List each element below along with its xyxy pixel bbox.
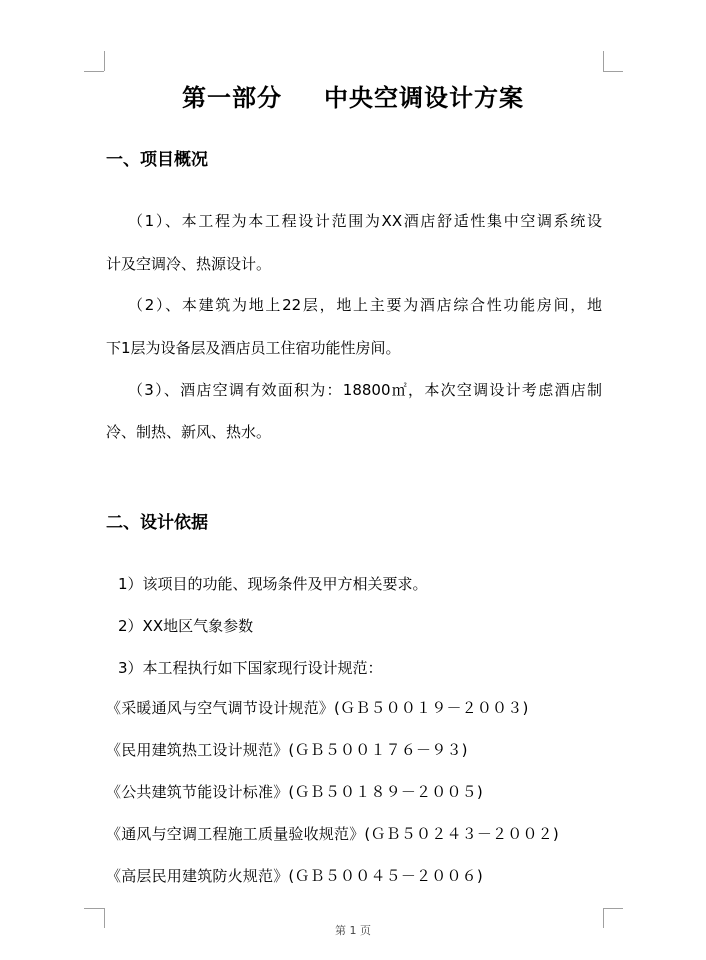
paragraph-1-line-2: 计及空调冷、热源设计。 [106, 255, 272, 273]
paragraph-2-line-1: （2）、本建筑为地上22层，地上主要为酒店综合性功能房间，地 [128, 296, 602, 314]
title-part: 第一部分 [182, 83, 282, 112]
paragraph-3-line-1: （3）、酒店空调有效面积为：18800㎡，本次空调设计考虑酒店制 [128, 381, 602, 399]
paragraph-2-line-2: 下1层为设备层及酒店员工住宿功能性房间。 [106, 339, 401, 357]
page-number: 第 1 页 [335, 924, 371, 937]
title-main: 中央空调设计方案 [324, 83, 524, 112]
basis-item: 2）XX地区气象参数 [118, 617, 254, 635]
page-title [0, 78, 706, 113]
standard-item: 《高层民用建筑防火规范》(ＧＢ５００４５－２００６) [106, 867, 483, 885]
basis-item: 3）本工程执行如下国家现行设计规范： [118, 659, 383, 677]
standard-item: 《公共建筑节能设计标准》(ＧＢ５０１８９－２００５) [106, 783, 483, 801]
standard-item: 《民用建筑热工设计规范》(ＧＢ５００１７６－９３) [106, 741, 468, 759]
standard-item: 《通风与空调工程施工质量验收规范》(ＧＢ５０２４３－２００２) [106, 825, 559, 843]
standard-item: 《采暖通风与空气调节设计规范》(ＧＢ５００１９－２００３) [106, 699, 529, 717]
basis-item: 1）该项目的功能、现场条件及甲方相关要求。 [118, 575, 428, 593]
section-heading-basis: 二、设计依据 [106, 513, 208, 533]
paragraph-1-line-1: （1）、本工程为本工程设计范围为XX酒店舒适性集中空调系统设 [128, 212, 602, 230]
section-heading-overview: 一、项目概况 [106, 150, 208, 170]
paragraph-3-line-2: 冷、制热、新风、热水。 [106, 423, 272, 441]
